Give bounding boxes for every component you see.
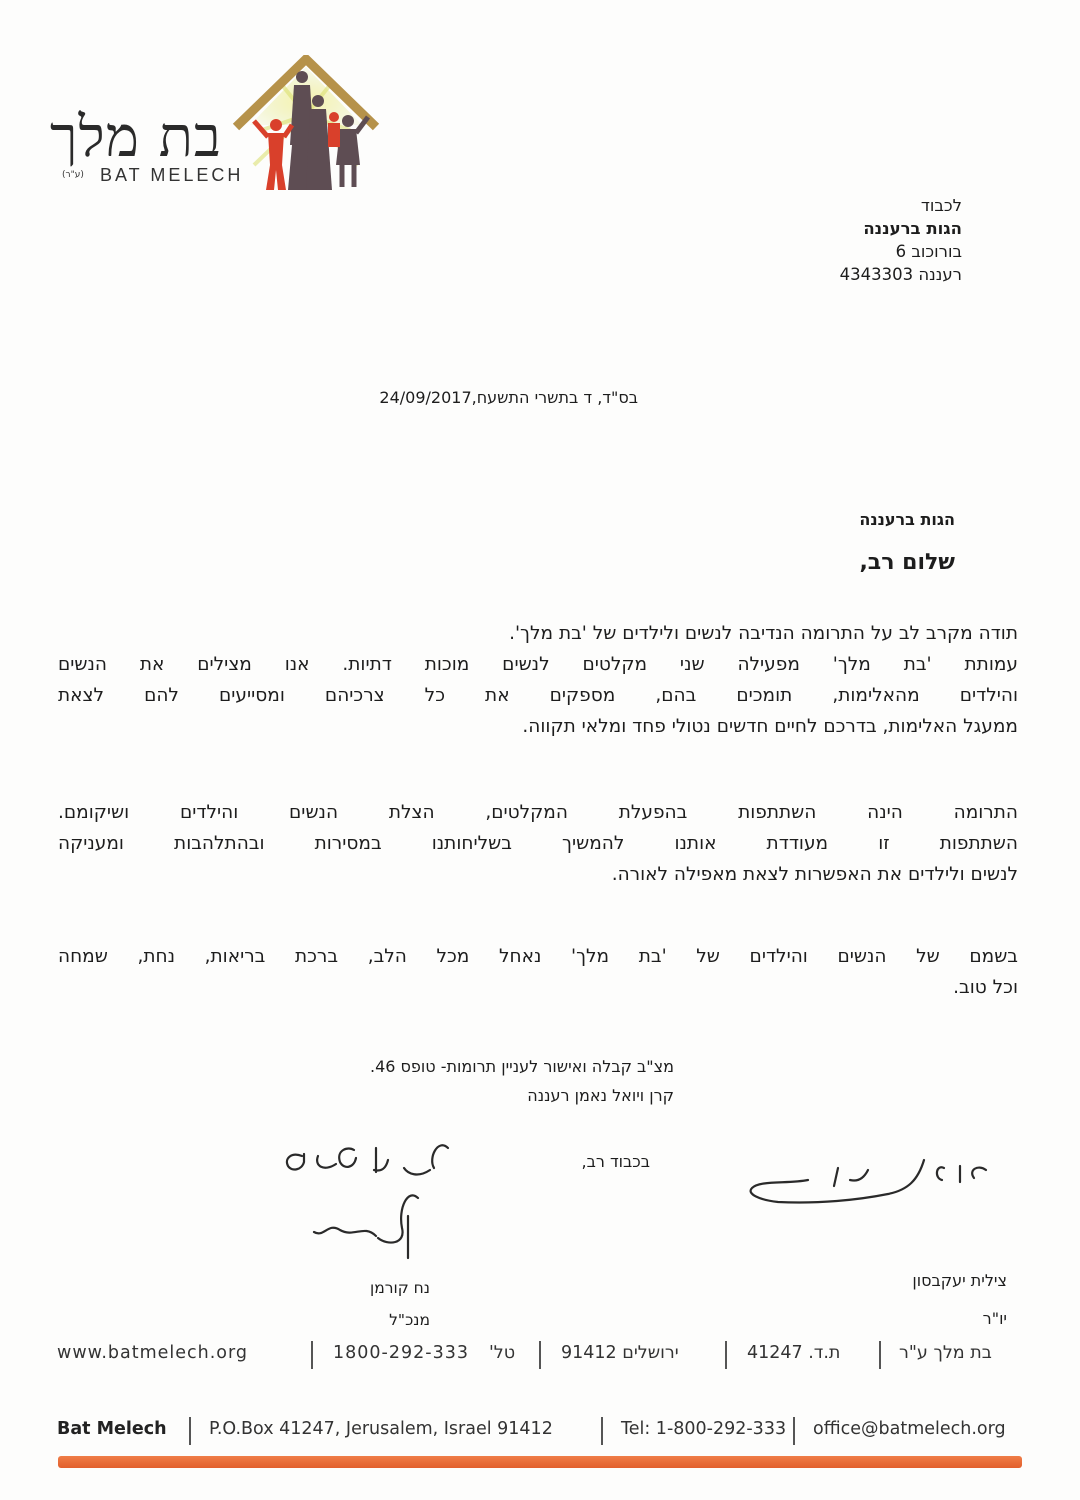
footer-pobox-en: P.O.Box 41247, Jerusalem, Israel 91412 [209,1419,553,1439]
paragraph-line: ממעגל האלימות, בדרכם לחיים חדשים נטולי פחד ומלאי תקווה. [522,716,1018,737]
footer-website[interactable]: www.batmelech.org [57,1343,249,1363]
body-paragraph-2 [58,797,1018,890]
receipt-line: מצ"ב קבלה ואישור לעניין תרומות- טופס 46. [369,1057,674,1076]
logo-suffix: (ע"ר) [62,170,84,180]
family-house-logo-icon [232,55,380,195]
paragraph-line: והילדים מהאלימות, תומכים בהם, מספקים את כל צרכיהם ומסייעים להם לצאת [58,685,1018,706]
logo-english-name: BAT MELECH [100,165,244,185]
paragraph-line: בשמם של הנשים והילדים של 'בת מלך' נאחל מכל הלב, ברכת בריאות, נחת, שמחה [58,946,1018,967]
logo [40,55,380,205]
footer-english-line [57,1419,1027,1447]
footer-divider [793,1417,795,1445]
address-line: רעננה 4343303 [839,265,962,284]
body-paragraph-3 [58,941,1018,1003]
receipt-line: קרן ויואל נאמן רעננה [527,1086,674,1105]
footer-divider [879,1341,881,1369]
footer-phone-label: טל' [489,1343,516,1363]
letter-recipient: הגות ברעננה [859,510,955,529]
receipt-note [370,1052,674,1110]
paragraph-line: השתתפות זו מעודדת אותנו להמשיך בשליחותנו במסירות ובהתלהבות ומעניקה [58,833,1018,854]
footer-hebrew-line [57,1343,1027,1371]
greeting: שלום רב, [859,550,955,575]
footer-divider [725,1341,727,1369]
handwritten-signature-left-icon [258,1128,458,1288]
footer-brand: Bat Melech [57,1419,167,1439]
signer-name: נח קורמן [370,1279,430,1297]
footer-accent-bar [58,1456,1022,1468]
footer-divider [601,1417,603,1445]
signer-name: צילית יעקבסון [912,1271,1007,1290]
signer-left [370,1272,430,1336]
footer-divider [311,1341,313,1369]
signer-title: מנכ"ל [389,1311,430,1329]
footer-tel-en: Tel: 1-800-292-333 [621,1419,787,1439]
logo-hebrew-name: בת מלך [50,105,222,170]
address-line: לכבוד [920,196,962,215]
address-recipient: הגות ברעננה [863,219,962,238]
footer-city: ירושלים 91412 [561,1343,679,1363]
paragraph-line: וכל טוב. [953,977,1018,998]
footer-pobox-he: ת.ד. 41247 [747,1343,841,1363]
footer-phone: 1800-292-333 [333,1343,469,1363]
signer-title: יו"ר [982,1309,1007,1328]
paragraph-line: תודה מקרב לב על התרומה הנדיבה לנשים ולילדים של 'בת מלך'. [509,623,1018,644]
signer-right [912,1262,1007,1338]
paragraph-line: עמותת 'בת מלך' מפעילה שני מקלטים לנשים מוכות דתיות. אנו מצילים את הנשים [58,654,1018,675]
footer-divider [189,1417,191,1445]
handwritten-signature-right-icon [738,1150,998,1220]
closing: בכבוד רב, [581,1152,650,1171]
date-line: בס"ד, ד בתשרי התשעח,24/09/2017 [379,388,638,407]
body-paragraph-1 [58,618,1018,742]
address-block [840,194,962,286]
footer-email[interactable]: office@batmelech.org [813,1419,1006,1439]
address-line: בורוכוב 6 [895,242,962,261]
paragraph-line: לנשים ולילדים את האפשרות לצאת מאפילה לאורה. [611,864,1018,885]
footer-divider [539,1341,541,1369]
paragraph-line: התרומה הינה השתתפות בהפעלת המקלטים, הצלת הנשים והילדים ושיקומם. [58,802,1018,823]
footer-org-he: בת מלך ע"ר [899,1343,992,1363]
